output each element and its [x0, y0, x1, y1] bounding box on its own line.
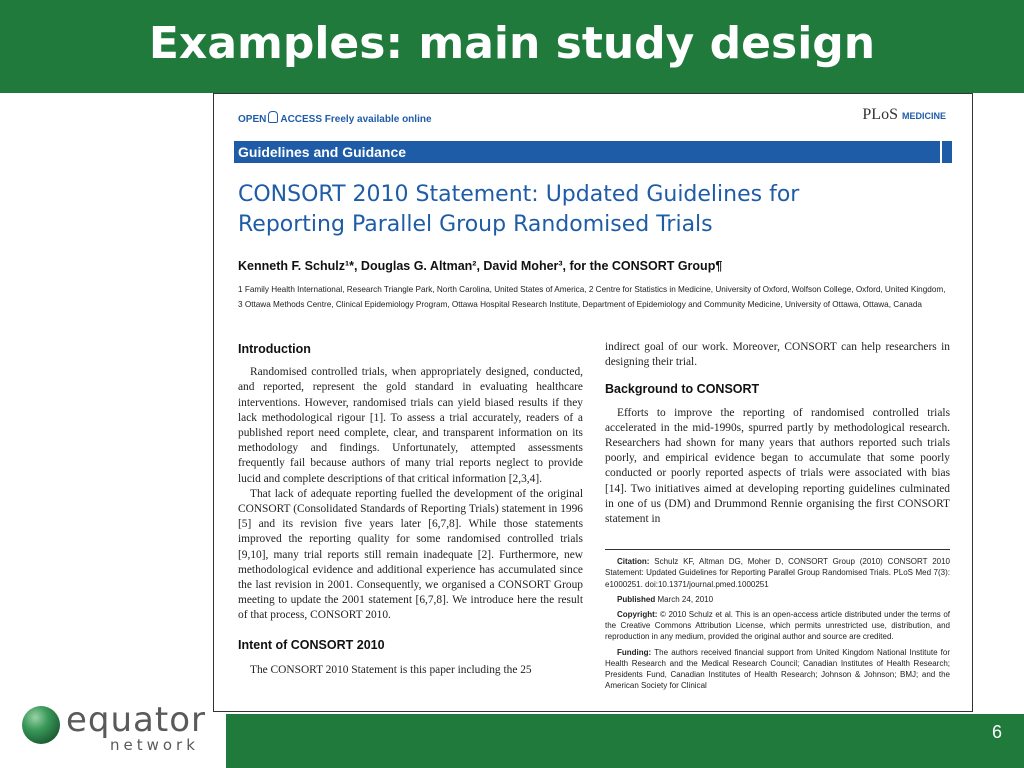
- intent-paragraph-1: The CONSORT 2010 Statement is this paper including the 25: [250, 663, 532, 676]
- journal-sub: MEDICINE: [901, 111, 946, 121]
- page-number: 6: [991, 722, 1002, 742]
- logo-subword: network: [110, 736, 199, 754]
- intro-paragraph-2: That lack of adequate reporting fuelled the development of the original CONSORT (Consolidated Standards of Reporting Trials) statement in 1996 [5] and its revision five years later [6,7,8]. While those statements improved the reporting quality for some randomised controlled trials [9,10], many trial reports still remain inadequate [2]. Furthermore, new methodological evidence and additional experience has accumulated since the last revision in 2001. Consequently, we organised a CONSORT Group meeting to update the 2001 statement [6,7,8]. We introduce here the result of that process, CONSORT 2010.: [238, 487, 583, 622]
- citation-text: Schulz KF, Altman DG, Moher D, CONSORT Group (2010) CONSORT 2010 Statement: Updated Guidelines for Reporting Parallel Group Randomised Trials. PLoS Med 7(3): e1000251. doi:10.1371/journal.pmed.1000251: [605, 557, 950, 589]
- background-heading: Background to CONSORT: [605, 382, 760, 397]
- access-label: ACCESS Freely available online: [280, 114, 432, 125]
- globe-icon: [22, 706, 60, 744]
- open-access-label: [238, 111, 432, 125]
- funding-text: The authors received financial support from United Kingdom National Institute for Health Research and the Medical Research Council; Canadian Institutes of Health Research; Presidents Fund, Canadian Institutes of Health Research; Johnson & Johnson; BMJ; and the American Society for Clinical: [605, 647, 951, 691]
- paper-title-line1: CONSORT 2010 Statement: Updated Guidelines for: [238, 182, 800, 207]
- paper-authors: Kenneth F. Schulz¹*, Douglas G. Altman², David Moher³, for the CONSORT Group¶: [238, 259, 723, 273]
- logo-word: equator: [66, 700, 206, 740]
- right-column: [605, 340, 950, 691]
- equator-logo: [22, 702, 222, 762]
- intro-heading: Introduction: [238, 342, 311, 356]
- slide-title: Examples: main study design: [148, 18, 876, 69]
- open-label: OPEN: [238, 114, 267, 125]
- citation-label: Citation:: [617, 557, 650, 567]
- paper-screenshot: [213, 93, 973, 712]
- open-lock-icon: [268, 111, 278, 123]
- published-text: March 24, 2010: [657, 594, 714, 604]
- funding-block: [605, 647, 950, 692]
- paper-affiliations: 1 Family Health International, Research Triangle Park, North Carolina, United States of America, 2 Centre for Statistics in Medicine, University of Oxford, Wolfson College, Oxford, United Kingdom, 3 Ottawa Methods Centre, Clinical Epidemiology Program, Ottawa Hospital Research Institute, Department of Epidemiology and Community Medicine, University of Ottawa, Ottawa, Canada: [238, 285, 946, 309]
- intro-paragraph-1: Randomised controlled trials, when appropriately designed, conducted, and reported, represent the gold standard in evaluating healthcare interventions. However, randomised trials can yield biased results if they lack methodological rigour [1]. To assess a trial accurately, readers of a published report need complete, clear, and transparent information on its methodology and findings. Unfortunately, attempted assessments frequently fail because authors of many trial reports neglect to provide lucid and complete descriptions of that critical information [2,3,4].: [238, 366, 583, 485]
- paper-title: [238, 180, 938, 240]
- section-band: Guidelines and Guidance: [234, 141, 952, 163]
- funding-label: Funding:: [617, 647, 652, 657]
- copyright-label: Copyright:: [617, 610, 658, 620]
- footer-bar: [226, 714, 1024, 768]
- background-paragraph-1: Efforts to improve the reporting of randomised controlled trials accelerated in the mid-1990s, spurred partly by methodological research. Researchers had shown for many years that authors reported such trials poorly, and empirical evidence began to accumulate that some poorly conducted or poorly reported aspects of trials were associated with bias [14]. Two initiatives aimed at developing reporting guidelines culminated in one of us (DM) and Drummond Rennie organising the first CONSORT statement in: [605, 406, 950, 526]
- published-label: Published: [617, 594, 656, 604]
- right-paragraph-0: indirect goal of our work. Moreover, CONSORT can help researchers in designing their trial.: [605, 341, 950, 369]
- left-column: [238, 342, 583, 678]
- journal-brand: PLoS: [862, 106, 898, 123]
- copyright-text: © 2010 Schulz et al. This is an open-access article distributed under the terms of the Creative Commons Attribution License, which permits unrestricted use, distribution, and reproduction in any medium, provided the original author and source are credited.: [605, 610, 950, 642]
- paper-title-line2: Reporting Parallel Group Randomised Trials: [238, 212, 713, 237]
- intent-heading: Intent of CONSORT 2010: [238, 637, 385, 652]
- copyright-block: [605, 609, 950, 643]
- published-block: [605, 594, 950, 605]
- journal-logo: [862, 106, 946, 124]
- citation-block: [605, 556, 950, 590]
